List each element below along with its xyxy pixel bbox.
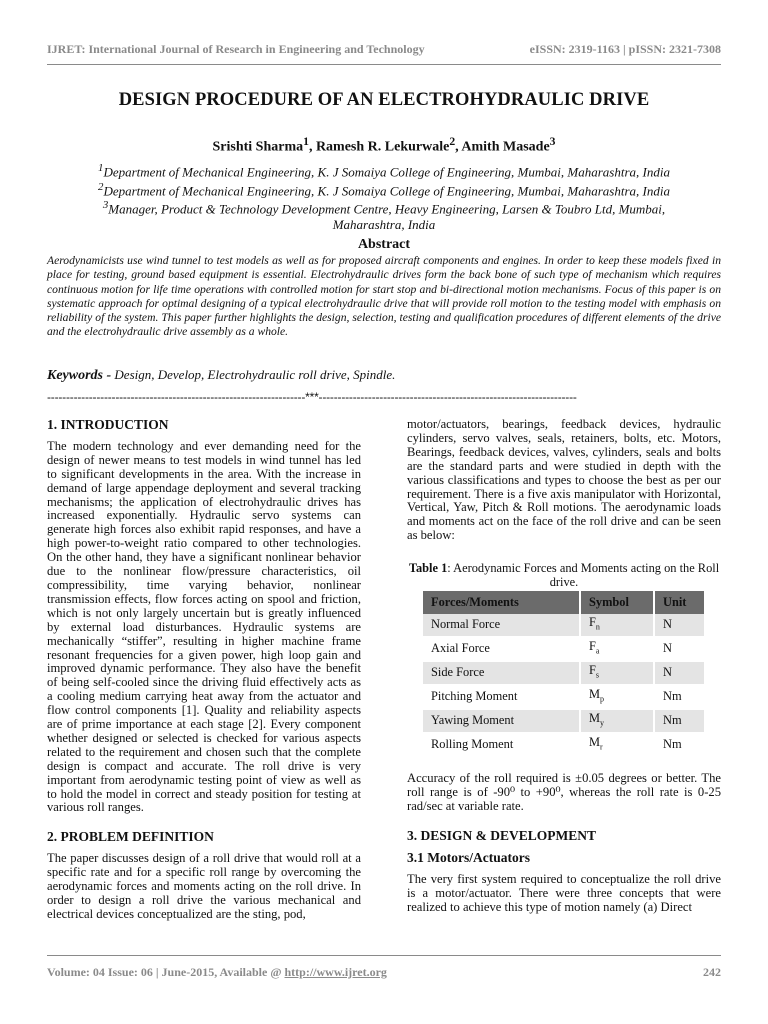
table-cell-unit: Nm	[654, 733, 705, 757]
table-cell-symbol: $F_a$	[580, 637, 654, 661]
author-sup: 2	[449, 135, 456, 148]
table-header-cell: Forces/Moments	[423, 591, 580, 614]
table-cell-symbol: $F_n$	[580, 614, 654, 637]
table-row	[423, 614, 705, 637]
running-header	[47, 42, 721, 57]
affiliation-text: Manager, Product & Technology Development Centre, Heavy Engineering, Larsen & Toubro Ltd, Mumbai, Maharashtra, India	[108, 201, 666, 233]
page-number: 242	[703, 965, 721, 979]
author-sup: 1	[303, 135, 309, 148]
table-caption-label: Table 1	[408, 561, 448, 576]
accuracy-paragraph: Accuracy of the roll required is ±0.05 degrees or better. The roll range is of -90⁰ to +90⁰, whereas the roll rate is 0-25 rad/sec at variable rate.	[407, 771, 721, 813]
table-cell-name: Side Force	[423, 661, 580, 685]
table-header-cell: Symbol	[580, 591, 654, 614]
design-heading: 3. DESIGN & DEVELOPMENT	[407, 827, 597, 843]
table-header-row	[423, 591, 705, 614]
right-intro-paragraph: motor/actuators, bearings, feedback devices, hydraulic cylinders, servo valves, seals, retainers, bolts, etc. Motors, Bearings, feedback devices, valves, cylinders, seals and bolts are the standard parts and were studied in depth with the various classifications and types to choose the best as per our requirement. There is a five axis manipulator with Horizontal, Vertical, Yaw, Pitch & Roll motions. The aerodynamic loads and moments act on the face of the roll drive and can be seen as below:	[407, 417, 721, 543]
table-cell-unit: N	[654, 637, 705, 661]
table-caption-text: : Aerodynamic Forces and Moments acting on the Roll drive.	[447, 561, 720, 590]
affiliation	[47, 198, 721, 232]
table-header-cell: Unit	[654, 591, 705, 614]
motors-paragraph: The very first system required to conceptualize the roll drive is a motor/actuator. There were three concepts that were realized to achieve this type of motion namely (a) Direct	[407, 871, 721, 914]
author-name: Ramesh R. Lekurwale	[315, 139, 450, 155]
table-cell-name: Normal Force	[423, 614, 580, 637]
table-cell-unit: N	[654, 661, 705, 685]
table-caption	[407, 561, 721, 589]
right-column	[407, 418, 721, 914]
affiliation	[47, 161, 721, 180]
problem-heading: 2. PROBLEM DEFINITION	[47, 829, 214, 845]
table-cell-unit: N	[654, 614, 705, 637]
author-name: Amith Masade	[461, 139, 550, 155]
table-row	[423, 685, 705, 709]
affiliation-text: Department of Mechanical Engineering, K. J Somaiya College of Engineering, Mumbai, Maharashtra, India	[103, 183, 670, 199]
left-column	[47, 418, 361, 922]
table-cell-unit: Nm	[654, 709, 705, 733]
table-cell-symbol: $M_p$	[580, 685, 654, 709]
paper-title: DESIGN PROCEDURE OF AN ELECTROHYDRAULIC DRIVE	[118, 90, 650, 110]
issn-info: eISSN: 2319-1163 | pISSN: 2321-7308	[529, 42, 721, 56]
affiliation-sup: 1	[98, 162, 104, 174]
motors-heading: 3.1 Motors/Actuators	[407, 849, 530, 865]
table-cell-name: Rolling Moment	[423, 733, 580, 757]
table-cell-name: Axial Force	[423, 637, 580, 661]
table-row	[423, 661, 705, 685]
footer-rule	[47, 955, 721, 956]
affiliations	[47, 161, 721, 233]
table-row	[423, 709, 705, 733]
journal-name: IJRET: International Journal of Research in Engineering and Technology	[47, 42, 425, 56]
journal-link[interactable]: http://www.ijret.org	[284, 965, 387, 979]
table-cell-symbol: $M_y$	[580, 709, 654, 733]
intro-paragraph: The modern technology and ever demanding need for the design of newer means to test models in wind tunnel has led to significant developments in the area. With the increase in demand of large appendage deployment and several tracking mechanisms; the application of electrohydraulic drives has increased exponentially. Hydraulic servo systems can generate high forces also exhibit rapid responses, and have a high power-to-weight ratio compared to other technologies. On the other hand, they have a significant nonlinear behavior due to the nonlinear flow/pressure characteristics, oil compressibility, time varying behavior, nonlinear transmission effects, flow forces acting on spool and friction, which is not only largely uncertain but is greatly influenced by external load disturbances. Hydraulic systems are mechanically “stiffer”, resulting in higher machine frame resonant frequencies for a given power, high loop gain and improved dynamic performance. They also have the benefit of being self-cooled since the driving fluid effectively acts as a cooling medium carrying heat away from the actuator and flow control components [1]. Quality and reliability aspects are of prime importance at each stage [2]. Every component whether designed or selected is checked for various aspects related to the requirement and chosen such that the complete design is compact and accurate. The roll drive is very important from aerodynamic testing point of view as well as to hold the model in correct and steady position for testing at various roll ranges.	[47, 438, 361, 815]
author-name: Srishti Sharma	[212, 139, 304, 155]
table-cell-name: Pitching Moment	[423, 685, 580, 709]
page-footer	[47, 965, 721, 980]
table-cell-unit: Nm	[654, 685, 705, 709]
table-cell-symbol: $F_s$	[580, 661, 654, 685]
affiliation-text: Department of Mechanical Engineering, K. J Somaiya College of Engineering, Mumbai, Maharashtra, India	[103, 164, 670, 180]
footer-volume	[47, 965, 387, 980]
footer-volume-text: Volume: 04 Issue: 06 | June-2015, Available @	[47, 965, 285, 979]
author-sup: 3	[549, 135, 556, 148]
forces-table	[423, 591, 706, 758]
affiliation	[47, 180, 721, 199]
abstract-heading: Abstract	[357, 237, 411, 252]
header-rule	[47, 64, 721, 65]
author-list: Srishti Sharma$^1$, Ramesh R. Lekurwale$^2$, Amith Masade$^3$	[212, 135, 556, 155]
table-row	[423, 637, 705, 661]
keywords-value: Design, Develop, Electrohydraulic roll drive, Spindle.	[114, 367, 396, 382]
table-cell-symbol: $M_r$	[580, 733, 654, 757]
table-row	[423, 733, 705, 757]
keywords-label: Keywords -	[47, 368, 112, 383]
affiliation-sup: 3	[102, 199, 109, 212]
problem-paragraph: The paper discusses design of a roll drive that would roll at a specific rate and for a specific roll range by overcoming the aerodynamic forces and moments acting on the roll drive. In order to design a roll drive the various mechanical and electrical devices conceptualized are the sting, pod,	[47, 851, 361, 921]
abstract-text: Aerodynamicists use wind tunnel to test models as well as for proposed aircraft components and engines. In order to keep these models fixed in place for testing, ground based equipment is essential. Electrohydraulic drives form the back bone of such type of mechanism which requires continuous motion for life time operations with controlled motion for start stop and bi-directional motion mechanisms. Focus of this paper is on systematic approach for optimal designing of a typical electrohydraulic drive that will provide roll motion to the testing model with emphasis on reliability of the system. This paper further highlights the design, selection, testing and qualification procedures of different elements of the drive and the electrohydraulic drive assembly as a whole.	[47, 254, 721, 339]
table-cell-name: Yawing Moment	[423, 709, 580, 733]
affiliation-sup: 2	[98, 180, 104, 193]
keywords	[47, 367, 721, 384]
section-separator: --------------------------------------------------------------------***--------------------------------------------------------------------	[47, 390, 577, 404]
intro-heading: 1. INTRODUCTION	[47, 417, 169, 432]
